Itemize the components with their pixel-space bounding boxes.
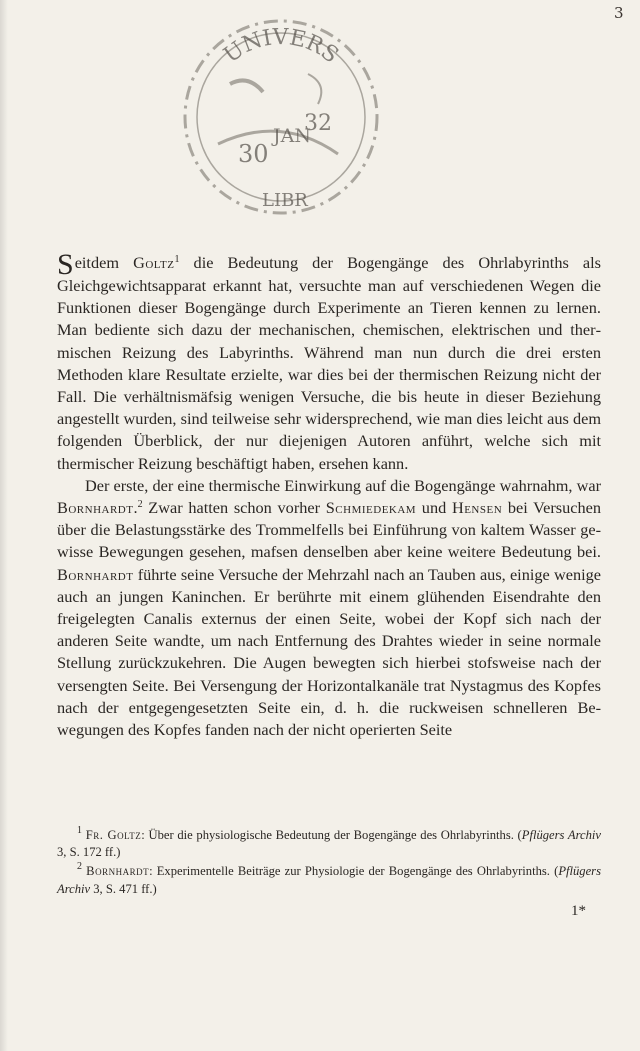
page-number: 3	[614, 4, 624, 22]
author-name: Hensen	[451, 498, 503, 518]
library-stamp-icon	[178, 14, 384, 220]
stamp-text-day: 30	[238, 140, 269, 168]
author-name: Bornhardt	[57, 498, 134, 518]
sheet-signature: 1*	[571, 903, 586, 919]
stamp-text-month: JAN	[273, 125, 311, 147]
paragraph-2: Der erste, der eine thermische Einwirkung auf die Bogengänge wahrnahm, war Bornhardt.$^2$ Zwar hatten schon vorher Schmiedekam und Hensen bei Versuchen über die Belastungsstärke des Trommelfells bei Einführung von kaltem Wasser gewisse Bewegungen gesehen, mafsen denselben aber keine weitere Bedeutung bei. Bornhardt führte seine Versuche der Mehrzahl nach an Tauben aus, einige wenige auch an jungen Kaninchen. Er berührte mit einem glühenden Eisendrahte den freigelegten Canalis externus der einen Seite, wobei der Kopf sich nach der anderen Seite wandte, um nach Entfernung des Drahtes wieder in seine normale Stellung zurückzukehren. Die Augen bewegten sich hierbei stofsweise nach der versengten Seite. Bei Versengung der Horizontalkanäle trat Nystagmus des Kopfes nach der entgegengesetzten Seite ein, d. h. die ruckweisen schnelleren Bewegungen des Kopfes fanden nach der nicht operierten Seite	[57, 475, 601, 740]
footnotes	[57, 827, 601, 900]
footnote-ref: 2	[137, 499, 143, 511]
stamp-text-bottom: LIBR	[262, 190, 308, 211]
footnote-2: $^2$ Bornhardt: Experimentelle Beiträge zur Physiologie der Bogengänge des Ohrlabyrinths. (Pflügers Archiv 3, S. 471 ff.)	[57, 861, 601, 896]
drop-cap: S	[57, 248, 74, 281]
paragraph-1: Seitdem Goltz$^1$ die Bedeutung der Bogengänge des Ohrlabyrinths als Gleichgewichtsapparat erkannt hat, versuchte man auf verschiedenen Wegen die Funktionen dieser Bogengänge durch Experimente an Tieren kennen zu lernen. Man bediente sich dazu der mechanischen, chemischen, elektrischen und thermischen Reizung des Labyrinths. Während man nun durch die drei ersten Methoden klare Resultate erzielte, war dies bei der thermischen Reizung nicht der Fall. Die verhältnismäfsig wenigen Versuche, die bis heute in dieser Beziehung angestellt wurden, sind teilweise sehr widersprechend, wie man dies leicht aus dem folgenden Überblick, der nur diejenigen Autoren anführt, welche sich mit thermischer Reizung beschäftigt haben, ersehen kann.	[57, 248, 601, 473]
stamp-text-top: UNIVERS	[219, 24, 343, 69]
body-text	[57, 248, 601, 741]
page-edge-shadow	[0, 0, 8, 1051]
author-name: Goltz	[133, 253, 175, 272]
stamp-text-year: 32	[304, 111, 332, 136]
author-name: Schmiedekam	[325, 498, 417, 518]
footnote-1: $^1$ Fr. Goltz: Über die physiologische Bedeutung der Bogengänge des Ohrlabyrinths. (Pflügers Archiv 3, S. 172 ff.)	[57, 825, 601, 860]
author-name: Bornhardt	[57, 564, 134, 584]
footnote-ref: 1	[174, 254, 180, 265]
